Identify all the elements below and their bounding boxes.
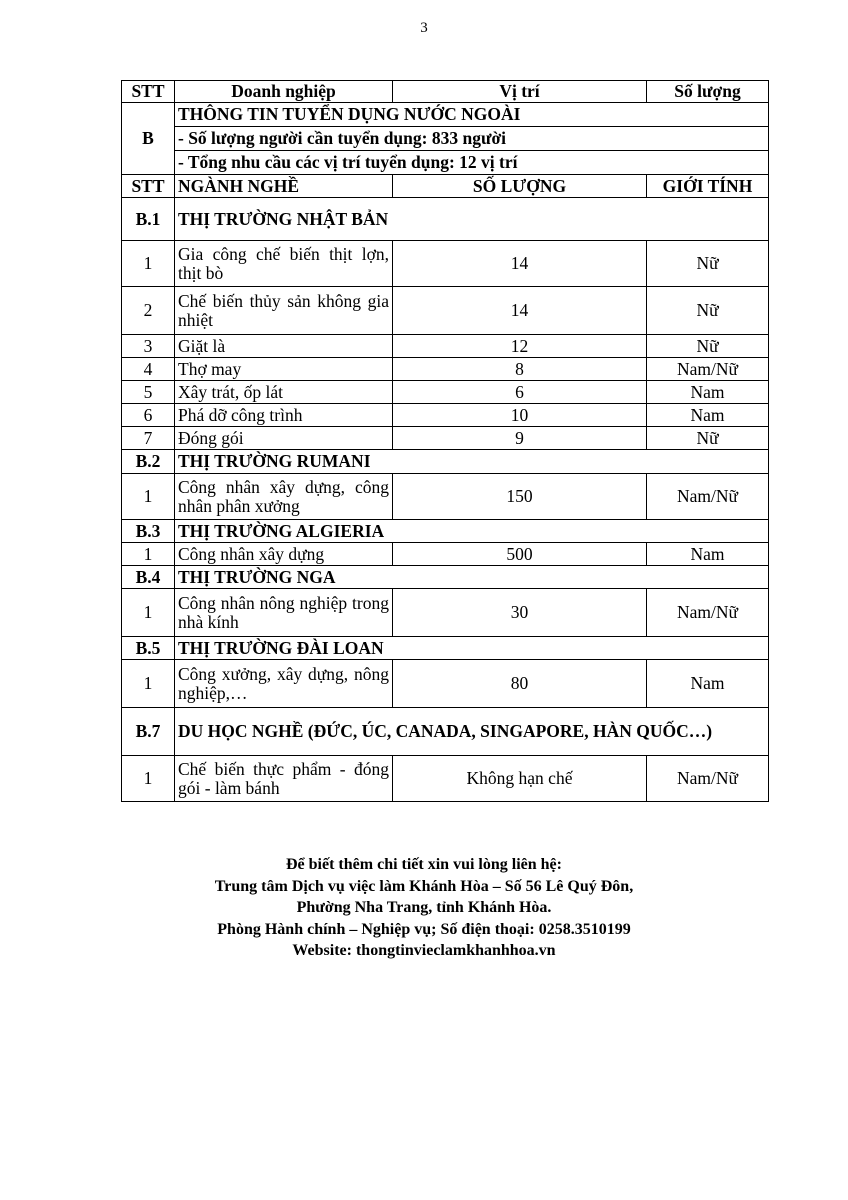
table-row: [122, 381, 769, 404]
row-occupation: Gia công chế biến thịt lợn, thịt bò: [175, 241, 393, 287]
header-position: Vị trí: [393, 81, 647, 103]
table-row: [122, 335, 769, 358]
section-b-row: [122, 127, 769, 151]
subheader-gender: GIỚI TÍNH: [647, 175, 769, 198]
contact-footer: [0, 854, 848, 962]
group-title: THỊ TRƯỜNG NGA: [175, 566, 769, 589]
section-b-row: [122, 103, 769, 127]
group-title: THỊ TRƯỜNG RUMANI: [175, 450, 769, 474]
row-stt: 1: [122, 756, 175, 802]
row-quantity: 30: [393, 589, 647, 637]
row-gender: Nam: [647, 660, 769, 708]
contact-address: Phường Nha Trang, tỉnh Khánh Hòa.: [296, 899, 552, 916]
group-title: THỊ TRƯỜNG ALGIERIA: [175, 520, 769, 543]
table-subheader-row: [122, 175, 769, 198]
group-id: B.2: [122, 450, 175, 474]
group-header-row: [122, 520, 769, 543]
row-stt: 3: [122, 335, 175, 358]
group-id: B.4: [122, 566, 175, 589]
row-gender: Nam/Nữ: [647, 474, 769, 520]
row-quantity: Không hạn chế: [393, 756, 647, 802]
row-stt: 1: [122, 474, 175, 520]
contact-phone: Phòng Hành chính – Nghiệp vụ; Số điện thoại: 0258.3510199: [217, 920, 631, 938]
row-stt: 1: [122, 241, 175, 287]
subheader-stt: STT: [122, 175, 175, 198]
row-quantity: 9: [393, 427, 647, 450]
row-gender: Nữ: [647, 335, 769, 358]
row-stt: 1: [122, 543, 175, 566]
subheader-occupation: NGÀNH NGHỀ: [175, 175, 393, 198]
row-gender: Nam: [647, 381, 769, 404]
table-row: [122, 287, 769, 335]
row-gender: Nữ: [647, 427, 769, 450]
page-number: 3: [420, 20, 428, 36]
row-occupation: Đóng gói: [175, 427, 393, 450]
table-row: [122, 660, 769, 708]
row-quantity: 500: [393, 543, 647, 566]
group-title: THỊ TRƯỜNG NHẬT BẢN: [175, 198, 769, 241]
table-row: [122, 427, 769, 450]
table-row: [122, 474, 769, 520]
recruitment-table: [121, 80, 769, 802]
table-row: [122, 589, 769, 637]
group-title: THỊ TRƯỜNG ĐÀI LOAN: [175, 637, 769, 660]
table-row: [122, 358, 769, 381]
row-quantity: 80: [393, 660, 647, 708]
row-gender: Nam: [647, 543, 769, 566]
row-occupation: Công nhân xây dựng: [175, 543, 393, 566]
subheader-quantity: SỐ LƯỢNG: [393, 175, 647, 198]
row-occupation: Chế biến thủy sản không gia nhiệt: [175, 287, 393, 335]
row-stt: 2: [122, 287, 175, 335]
row-gender: Nam: [647, 404, 769, 427]
section-b-row: [122, 151, 769, 175]
row-gender: Nam/Nữ: [647, 589, 769, 637]
row-quantity: 6: [393, 381, 647, 404]
row-occupation: Xây trát, ốp lát: [175, 381, 393, 404]
row-gender: Nam/Nữ: [647, 358, 769, 381]
section-b-id: B: [122, 103, 175, 175]
row-gender: Nam/Nữ: [647, 756, 769, 802]
row-quantity: 12: [393, 335, 647, 358]
row-quantity: 150: [393, 474, 647, 520]
row-stt: 6: [122, 404, 175, 427]
group-id: B.3: [122, 520, 175, 543]
row-stt: 1: [122, 589, 175, 637]
table-row: [122, 404, 769, 427]
section-b-title: THÔNG TIN TUYỂN DỤNG NƯỚC NGOÀI: [175, 103, 769, 127]
group-id: B.1: [122, 198, 175, 241]
row-occupation: Công xưởng, xây dựng, nông nghiệp,…: [175, 660, 393, 708]
row-quantity: 10: [393, 404, 647, 427]
group-header-row: [122, 708, 769, 756]
row-occupation: Chế biến thực phẩm - đóng gói - làm bánh: [175, 756, 393, 802]
table-row: [122, 756, 769, 802]
contact-center: Trung tâm Dịch vụ việc làm Khánh Hòa – Số 56 Lê Quý Đôn,: [214, 877, 634, 895]
group-header-row: [122, 198, 769, 241]
row-occupation: Giặt là: [175, 335, 393, 358]
row-stt: 7: [122, 427, 175, 450]
header-company: Doanh nghiệp: [175, 81, 393, 103]
header-quantity: Số lượng: [647, 81, 769, 103]
row-stt: 1: [122, 660, 175, 708]
row-occupation: Công nhân nông nghiệp trong nhà kính: [175, 589, 393, 637]
section-b-positions: - Tổng nhu cầu các vị trí tuyển dụng: 12 vị trí: [175, 151, 769, 175]
row-occupation: Phá dỡ công trình: [175, 404, 393, 427]
table-row: [122, 543, 769, 566]
group-header-row: [122, 637, 769, 660]
row-stt: 5: [122, 381, 175, 404]
table-row: [122, 241, 769, 287]
row-stt: 4: [122, 358, 175, 381]
contact-intro: Để biết thêm chi tiết xin vui lòng liên hệ:: [286, 856, 562, 873]
group-title: DU HỌC NGHỀ (ĐỨC, ÚC, CANADA, SINGAPORE, HÀN QUỐC…): [175, 708, 769, 756]
row-quantity: 14: [393, 241, 647, 287]
section-b-count: - Số lượng người cần tuyển dụng: 833 người: [175, 127, 769, 151]
group-id: B.7: [122, 708, 175, 756]
group-id: B.5: [122, 637, 175, 660]
row-occupation: Thợ may: [175, 358, 393, 381]
table-header-row: [122, 81, 769, 103]
row-gender: Nữ: [647, 287, 769, 335]
group-header-row: [122, 566, 769, 589]
row-quantity: 14: [393, 287, 647, 335]
header-stt: STT: [122, 81, 175, 103]
row-gender: Nữ: [647, 241, 769, 287]
row-occupation: Công nhân xây dựng, công nhân phân xưởng: [175, 474, 393, 520]
contact-website: Website: thongtinvieclamkhanhhoa.vn: [292, 942, 556, 959]
group-header-row: [122, 450, 769, 474]
row-quantity: 8: [393, 358, 647, 381]
